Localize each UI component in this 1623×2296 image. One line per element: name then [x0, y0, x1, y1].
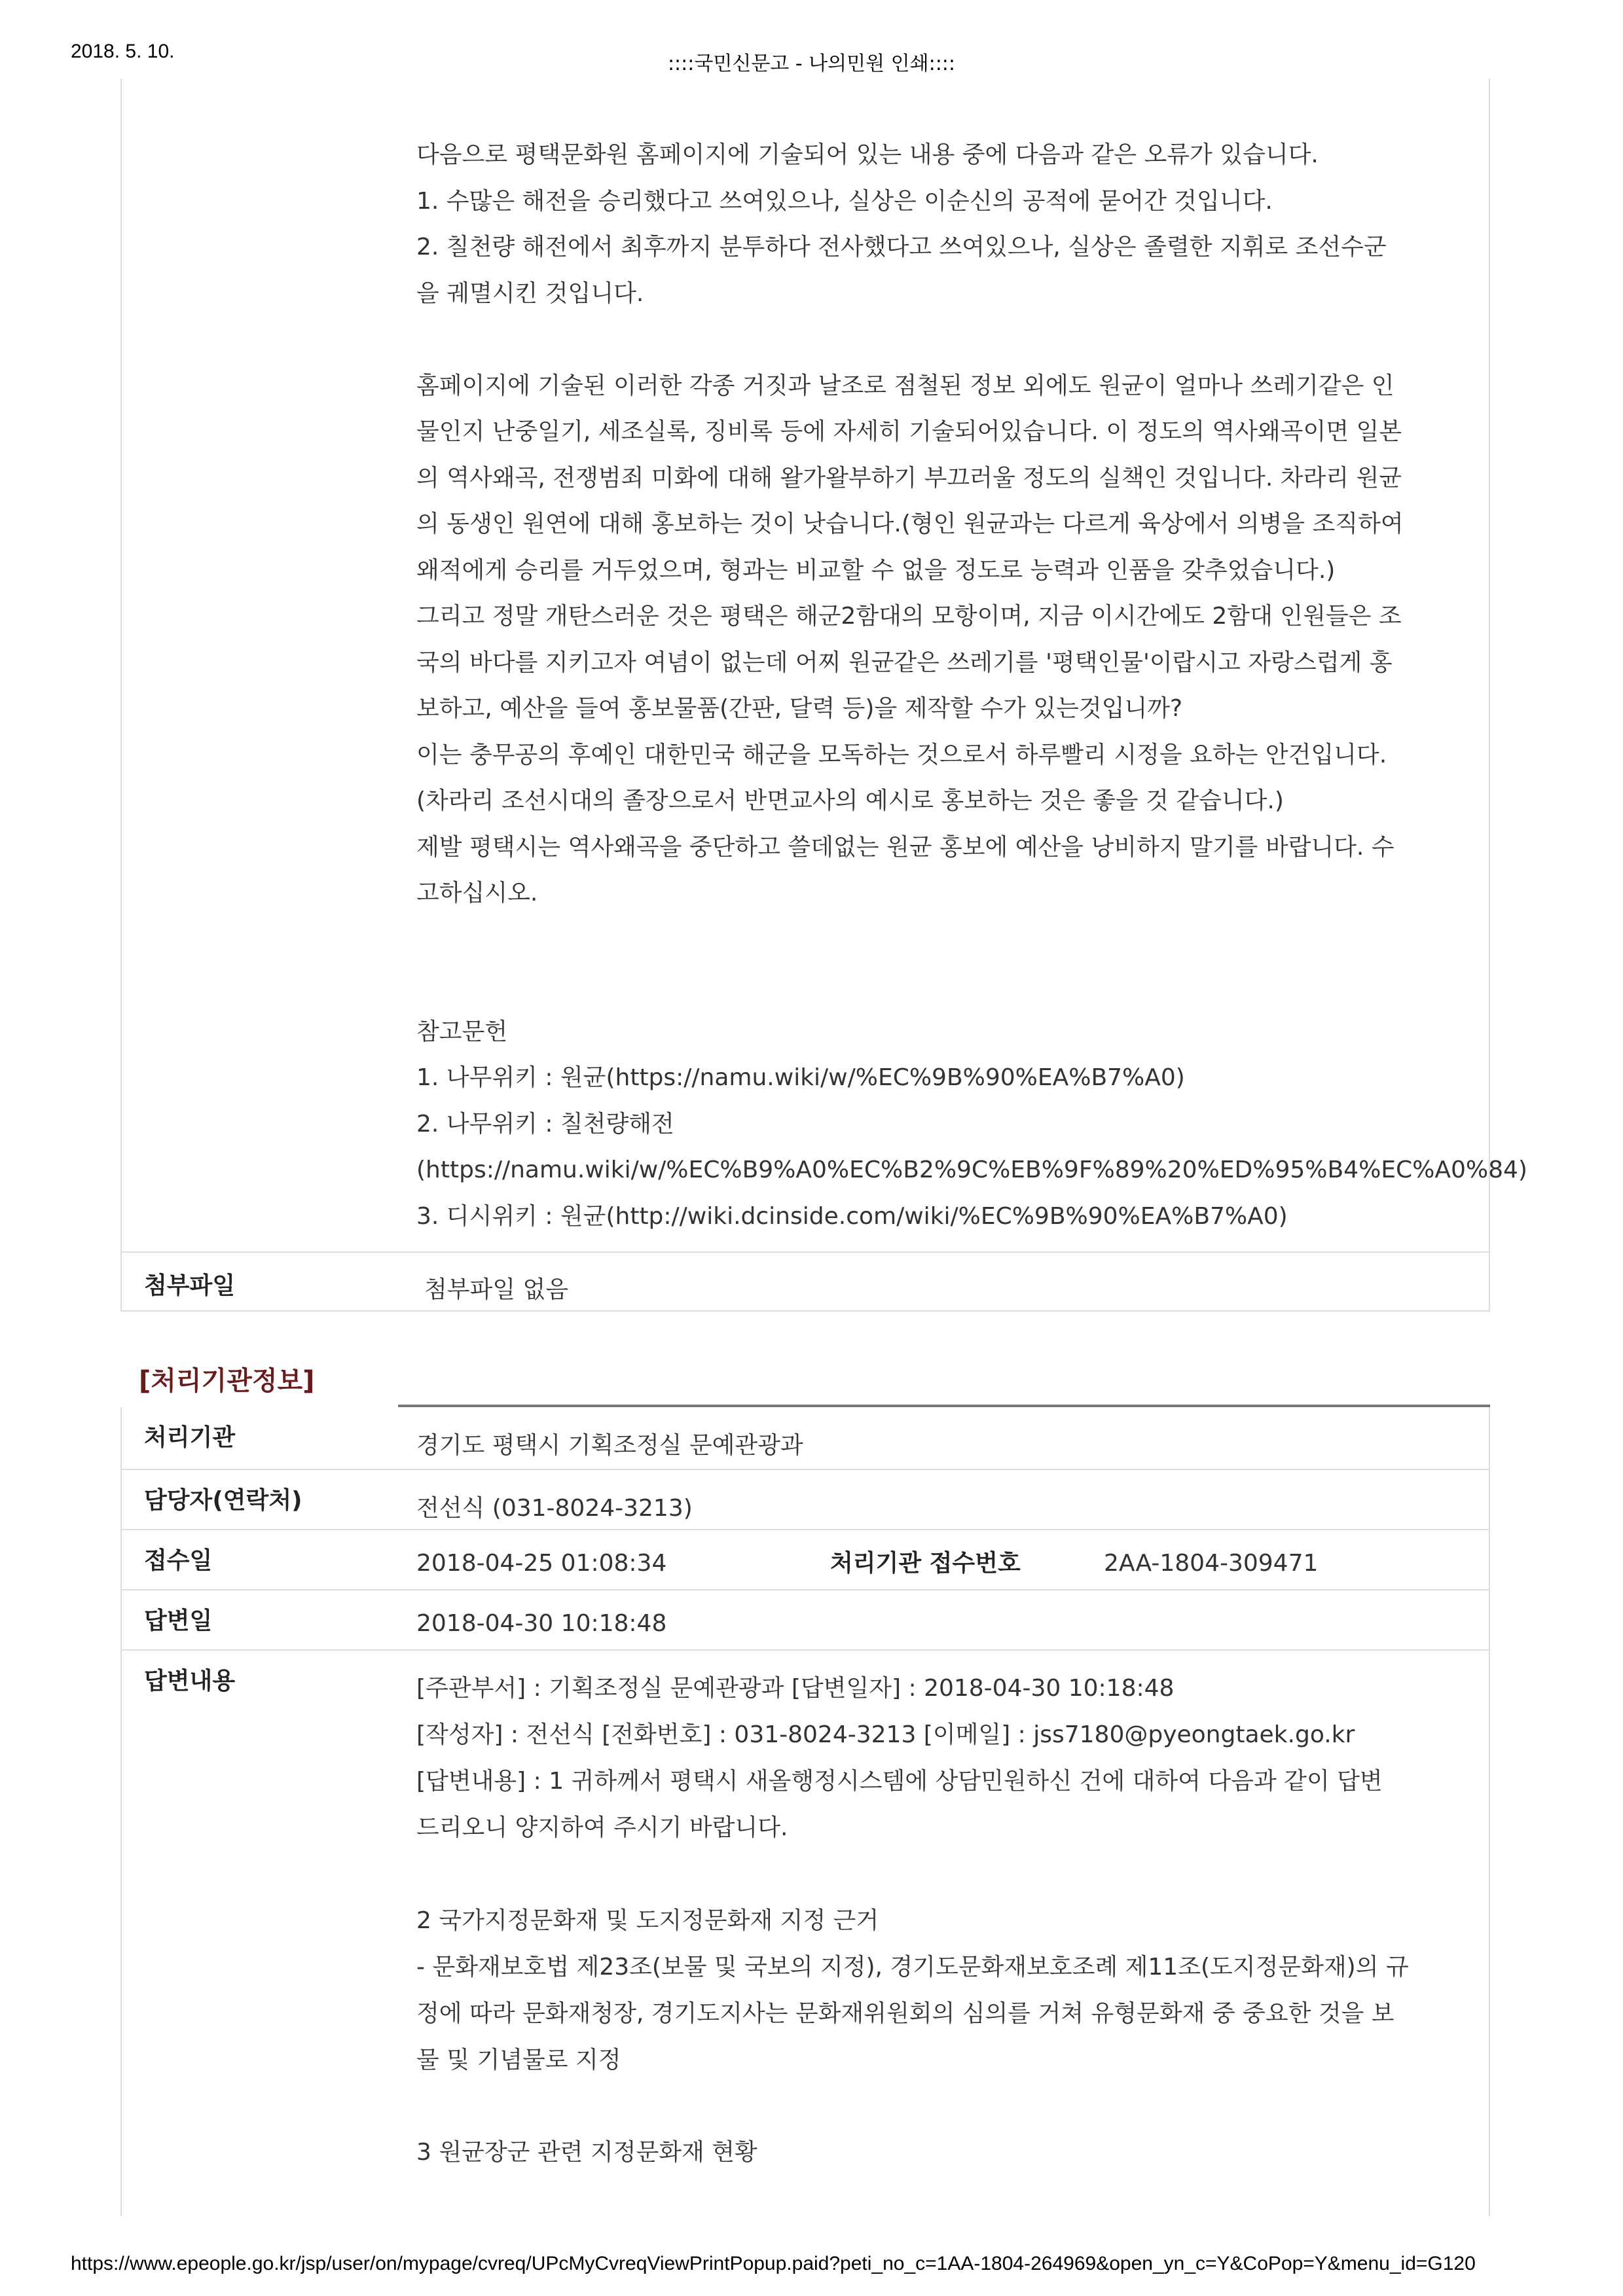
answer-line: [답변내용] : 1 귀하께서 평택시 새올행정시스템에 상담민원하신 건에 대하여 다음과 같이 답변	[416, 1768, 1383, 1795]
received-label: 접수일	[144, 1547, 213, 1574]
petition-line: 물인지 난중일기, 세조실록, 징비록 등에 자세히 기술되어있습니다. 이 정도의 역사왜곡이면 일본	[416, 418, 1402, 445]
petition-line: 왜적에게 승리를 거두었으며, 형과는 비교할 수 없을 정도로 능력과 인품을 갖추었습니다.)	[416, 556, 1336, 584]
received-value: 2018-04-25 01:08:34	[416, 1550, 667, 1577]
contact-row	[122, 1470, 1489, 1530]
answer-line: [작성자] : 전선식 [전화번호] : 031-8024-3213 [이메일] : jss7180@pyeongtaek.go.kr	[416, 1721, 1355, 1748]
page-title: ::::국민신문고 - 나의민원 인쇄::::	[667, 52, 956, 75]
petition-line: 의 동생인 원연에 대해 홍보하는 것이 낫습니다.(형인 원균과는 다르게 육상에서 의병을 조직하여	[416, 511, 1404, 537]
footer-url: https://www.epeople.go.kr/jsp/user/on/mypage/cvreq/UPcMyCvreqViewPrintPopup.paid?peti_no_c=1AA-1804-264969&open_yn_c=Y&CoPop=Y&menu_id=G120	[71, 2253, 1476, 2274]
petition-line	[416, 317, 1477, 363]
petition-line: 국의 바다를 지키고자 여념이 없는데 어찌 원균같은 쓰레기를 '평택인물'이랍시고 자랑스럽게 홍	[416, 649, 1393, 676]
petition-line: 1. 수많은 해전을 승리했다고 쓰여있으나, 실상은 이순신의 공적에 묻어간 것입니다.	[416, 187, 1273, 215]
received-row	[122, 1530, 1489, 1590]
label-column	[122, 79, 395, 1310]
petition-line: 을 궤멸시킨 것입니다.	[416, 279, 644, 307]
petition-line: 참고문헌	[416, 1018, 508, 1045]
petition-line: 의 역사왜곡, 전쟁범죄 미화에 대해 왈가왈부하기 부끄러울 정도의 실책인 것입니다. 차라리 원균	[416, 464, 1402, 492]
attachment-row	[122, 1251, 1489, 1313]
petition-line: (차라리 조선시대의 졸장으로서 반면교사의 예시로 홍보하는 것은 좋을 것 같습니다.)	[416, 787, 1284, 814]
petition-line: 3. 디시위키 : 원균(http://wiki.dcinside.com/wiki/%EC%9B%90%EA%B7%A0)	[416, 1202, 1288, 1230]
answer-body-text	[416, 1665, 1477, 2176]
receipt-number-label: 처리기관 접수번호	[830, 1550, 1021, 1577]
agency-value: 경기도 평택시 기획조정실 문예관광과	[416, 1432, 803, 1459]
petition-line: 1. 나무위키 : 원균(https://namu.wiki/w/%EC%9B%90%EA%B7%A0)	[416, 1064, 1185, 1091]
attachment-label: 첨부파일	[144, 1272, 236, 1299]
answer-line: 드리오니 양지하여 주시기 바랍니다.	[416, 1814, 788, 1841]
print-date: 2018. 5. 10.	[71, 41, 175, 62]
petition-line: 다음으로 평택문화원 홈페이지에 기술되어 있는 내용 중에 다음과 같은 오류가 있습니다.	[416, 141, 1319, 168]
agency-info-table	[120, 1407, 1490, 2216]
petition-line	[416, 917, 1477, 963]
answer-line: 물 및 기념물로 지정	[416, 2046, 621, 2073]
answer-line	[416, 1851, 1477, 1897]
petition-line	[416, 963, 1477, 1009]
attachment-value: 첨부파일 없음	[424, 1276, 569, 1303]
petition-line: 보하고, 예산을 들여 홍보물품(간판, 달력 등)을 제작할 수가 있는것입니까?	[416, 695, 1183, 722]
agency-row	[122, 1407, 1489, 1470]
answer-line: 정에 따라 문화재청장, 경기도지사는 문화재위원회의 심의를 거쳐 유형문화재 중 중요한 것을 보	[416, 2000, 1395, 2027]
agency-section-title: [처리기관정보]	[139, 1366, 315, 1396]
answered-label: 답변일	[144, 1607, 213, 1634]
answer-line: 3 원균장군 관련 지정문화재 현황	[416, 2139, 757, 2166]
answer-row	[122, 1651, 1489, 2216]
petition-content-table	[120, 79, 1527, 1312]
answered-row	[122, 1590, 1489, 1651]
petition-line: (https://namu.wiki/w/%EC%B9%A0%EC%B2%9C%EB%9F%89%20%ED%95%B4%EC%A0%84)	[416, 1157, 1527, 1183]
petition-line: 2. 칠천량 해전에서 최후까지 분투하다 전사했다고 쓰여있으나, 실상은 졸렬한 지휘로 조선수군	[416, 234, 1387, 260]
receipt-number-value: 2AA-1804-309471	[1104, 1550, 1319, 1577]
contact-label: 담당자(연락처)	[144, 1487, 302, 1514]
agency-label: 처리기관	[144, 1424, 236, 1451]
answer-line: - 문화재보호법 제23조(보물 및 국보의 지정), 경기도문화재보호조례 제11조(도지정문화재)의 규	[416, 1953, 1409, 1981]
answered-value: 2018-04-30 10:18:48	[416, 1610, 667, 1637]
petition-line: 고하십시오.	[416, 880, 538, 906]
petition-line: 이는 충무공의 후예인 대한민국 해군을 모독하는 것으로서 하루빨리 시정을 요하는 안건입니다.	[416, 741, 1387, 768]
answer-line: [주관부서] : 기획조정실 문예관광과 [답변일자] : 2018-04-30 10:18:48	[416, 1675, 1175, 1702]
answer-label: 답변내용	[144, 1668, 236, 1695]
petition-line: 제발 평택시는 역사왜곡을 중단하고 쓸데없는 원균 홍보에 예산을 낭비하지 말기를 바랍니다. 수	[416, 833, 1395, 861]
petition-line: 2. 나무위키 : 칠천량해전	[416, 1110, 674, 1138]
petition-body-text	[416, 132, 1527, 1240]
answer-line	[416, 2083, 1477, 2130]
answer-line: 2 국가지정문화재 및 도지정문화재 지정 근거	[416, 1907, 879, 1934]
contact-value: 전선식 (031-8024-3213)	[416, 1495, 693, 1522]
petition-line: 홈페이지에 기술된 이러한 각종 거짓과 날조로 점철된 정보 외에도 원균이 얼마나 쓰레기같은 인	[416, 372, 1395, 399]
petition-line: 그리고 정말 개탄스러운 것은 평택은 해군2함대의 모항이며, 지금 이시간에도 2함대 인원들은 조	[416, 603, 1402, 630]
